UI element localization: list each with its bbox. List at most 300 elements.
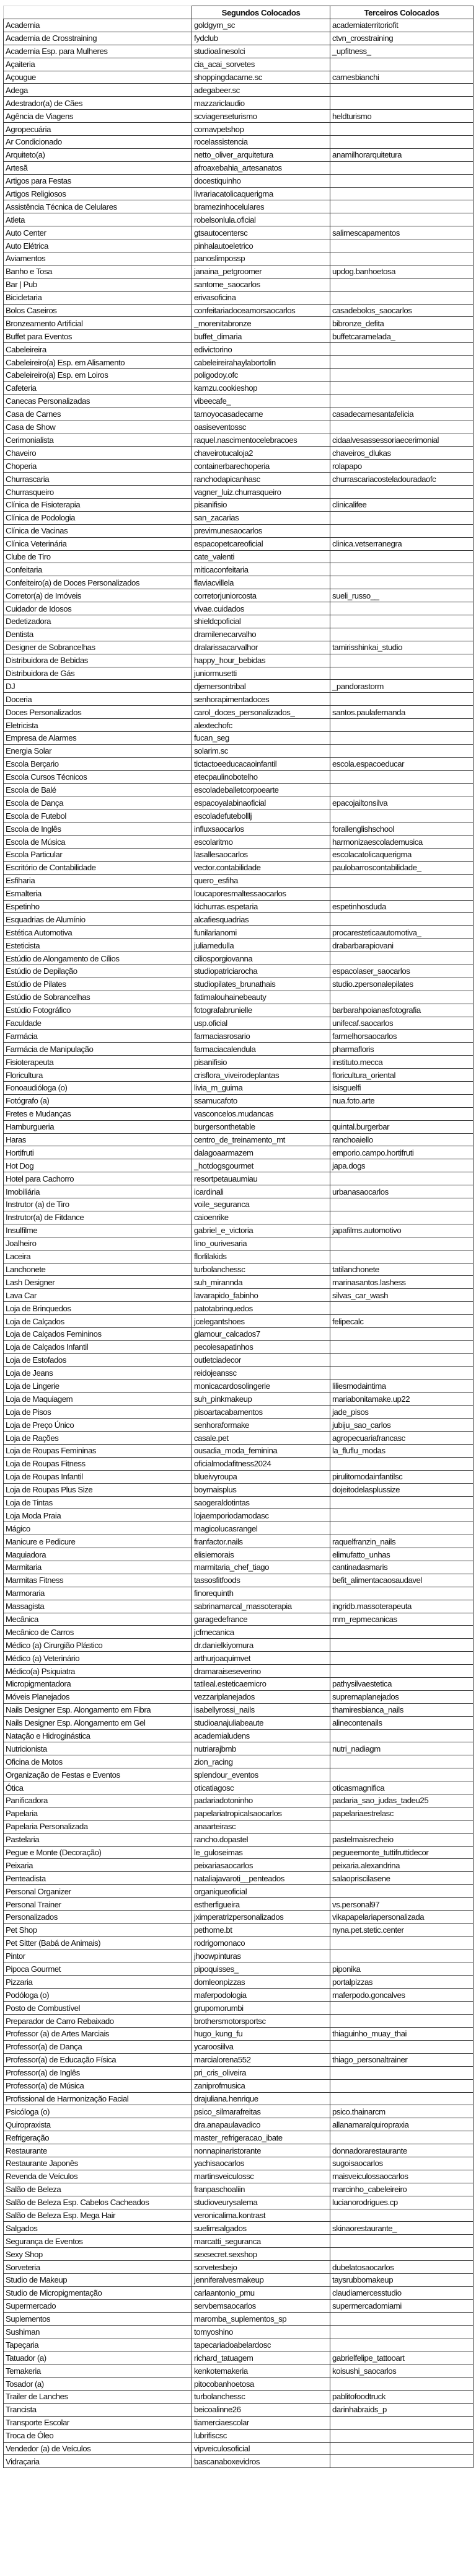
third-place-cell [330, 343, 474, 356]
second-place-cell: arthurjoaquimvet [192, 1652, 330, 1665]
category-cell: Esfiharia [4, 874, 192, 887]
category-cell: Chaveiro [4, 447, 192, 460]
table-row [4, 2312, 474, 2325]
second-place-cell: saogeraldotintas [192, 1496, 330, 1509]
second-place-cell: dr.danielkiyomura [192, 1639, 330, 1652]
third-place-cell: forallenglishschool [330, 822, 474, 836]
table-row [4, 1185, 474, 1198]
third-place-cell: sueli_russo__ [330, 589, 474, 602]
table-row [4, 226, 474, 239]
category-cell: Mecânica [4, 1613, 192, 1626]
second-place-cell: vezzariplanejados [192, 1690, 330, 1703]
table-row [4, 1263, 474, 1276]
category-cell: Instrutor(a) de Fitdance [4, 1211, 192, 1224]
second-place-cell: flaviacvillela [192, 576, 330, 589]
second-place-cell: alextechofc [192, 719, 330, 732]
third-place-cell: epacojailtonsilva [330, 796, 474, 809]
second-place-cell: djemersontribal [192, 680, 330, 693]
table-row [4, 343, 474, 356]
category-cell: Agência de Viagens [4, 110, 192, 123]
category-cell: Haras [4, 1133, 192, 1146]
table-row [4, 1885, 474, 1898]
category-cell: Loja de Estofados [4, 1353, 192, 1366]
category-cell: Hortifruti [4, 1146, 192, 1159]
third-place-cell [330, 252, 474, 265]
third-place-cell [330, 563, 474, 576]
second-place-cell: boymaisplus [192, 1483, 330, 1496]
second-place-cell: fucan_seg [192, 731, 330, 744]
table-row [4, 291, 474, 304]
second-place-cell: raquel.nascimentocelebracoes [192, 434, 330, 447]
table-row [4, 1056, 474, 1069]
table-row [4, 602, 474, 615]
category-cell: Cuidador de Idosos [4, 602, 192, 615]
third-place-cell: pegueemonte_tuttifruttidecor [330, 1846, 474, 1859]
third-place-cell: casadecarnesantafelicia [330, 408, 474, 421]
third-place-cell: sugoisaocarlos [330, 2157, 474, 2170]
third-place-cell: escolacatolicaquerigma [330, 849, 474, 862]
table-row [4, 1276, 474, 1289]
category-cell: Churrasqueiro [4, 486, 192, 499]
category-cell: Auto Elétrica [4, 239, 192, 252]
category-cell: Supermercado [4, 2299, 192, 2312]
category-cell: Bar | Pub [4, 278, 192, 291]
second-place-cell: caioenrike [192, 1211, 330, 1224]
rankings-table [3, 6, 474, 2468]
category-cell: Suplementos [4, 2312, 192, 2325]
category-cell: Clube de Tiro [4, 550, 192, 563]
second-place-cell: tictactoeeducacaoinfantil [192, 757, 330, 770]
third-place-cell: vikapapelariapersonalizada [330, 1911, 474, 1924]
third-place-cell [330, 2338, 474, 2351]
table-row [4, 2390, 474, 2403]
table-row [4, 511, 474, 524]
third-place-cell: pablitofoodtruck [330, 2390, 474, 2403]
category-cell: Corretor(a) de Imóveis [4, 589, 192, 602]
category-cell: Tatuador (a) [4, 2351, 192, 2364]
table-row [4, 71, 474, 84]
table-row [4, 550, 474, 563]
second-place-cell: pri_cris_oliveira [192, 2066, 330, 2079]
category-cell: Trancista [4, 2403, 192, 2416]
category-cell: Podóloga (o) [4, 1989, 192, 2002]
table-row [4, 2209, 474, 2222]
table-row [4, 2351, 474, 2364]
category-cell: Casa de Show [4, 421, 192, 434]
category-cell: Mecânico de Carros [4, 1626, 192, 1639]
third-place-cell: instituto.mecca [330, 1056, 474, 1069]
second-place-cell: juliamedulla [192, 939, 330, 952]
table-row [4, 731, 474, 744]
category-cell: Estúdio de Alongamento de Cílios [4, 952, 192, 965]
second-place-cell: jcelegantshoes [192, 1315, 330, 1328]
table-row [4, 1535, 474, 1548]
table-row [4, 706, 474, 719]
third-place-cell: farmelhorsaocarlos [330, 1030, 474, 1043]
third-place-cell [330, 2416, 474, 2429]
table-row [4, 252, 474, 265]
category-cell: Canecas Personalizadas [4, 394, 192, 408]
table-row [4, 2066, 474, 2079]
second-place-cell: tassosfitfoods [192, 1574, 330, 1587]
table-row [4, 486, 474, 499]
category-cell: Loja de Roupas Plus Size [4, 1483, 192, 1496]
third-place-cell [330, 1587, 474, 1600]
second-place-cell: garagedefrance [192, 1613, 330, 1626]
category-cell: Massagista [4, 1600, 192, 1613]
third-place-cell: paulobarroscontabilidade_ [330, 861, 474, 874]
header-second-place: Segundos Colocados [192, 6, 330, 19]
category-cell: Tosador (a) [4, 2378, 192, 2391]
category-cell: Professor(a) de Música [4, 2079, 192, 2092]
second-place-cell: tapecariadoabelardosc [192, 2338, 330, 2351]
table-row [4, 809, 474, 822]
third-place-cell [330, 1237, 474, 1250]
category-cell: Esteticista [4, 939, 192, 952]
category-cell: Eletricista [4, 719, 192, 732]
second-place-cell: dra.anapaulavadico [192, 2118, 330, 2131]
table-row [4, 1393, 474, 1406]
second-place-cell: netto_oliver_arquitetura [192, 148, 330, 161]
table-row [4, 2118, 474, 2131]
category-cell: Estúdio de Depilação [4, 965, 192, 978]
second-place-cell: franpaschoaliin [192, 2183, 330, 2196]
second-place-cell: outletciadecor [192, 1353, 330, 1366]
third-place-cell: anamilhorarquitetura [330, 148, 474, 161]
category-cell: Loja de Lingerie [4, 1379, 192, 1393]
third-place-cell: nyna.pet.stetic.center [330, 1923, 474, 1936]
third-place-cell: raquelfranzin_nails [330, 1535, 474, 1548]
second-place-cell: livia_m_guima [192, 1082, 330, 1095]
table-row [4, 1172, 474, 1185]
third-place-cell: maferpodo.goncalves [330, 1989, 474, 2002]
header-third-place: Terceiros Colocados [330, 6, 474, 19]
category-cell: Personal Organizer [4, 1885, 192, 1898]
table-row [4, 1366, 474, 1379]
second-place-cell: dramaraiseseverino [192, 1665, 330, 1678]
third-place-cell: clinicalifee [330, 498, 474, 511]
table-row [4, 1133, 474, 1146]
table-row [4, 110, 474, 123]
second-place-cell: _hotdogsgourmet [192, 1159, 330, 1172]
third-place-cell [330, 2079, 474, 2092]
second-place-cell: gabriel_e_victoria [192, 1224, 330, 1237]
table-row [4, 1923, 474, 1936]
third-place-cell: _upfitness_ [330, 45, 474, 58]
table-row [4, 2157, 474, 2170]
table-row [4, 136, 474, 149]
table-row [4, 1639, 474, 1652]
second-place-cell: loucaporesmaltessaocarlos [192, 887, 330, 900]
second-place-cell: vagner_luiz.churrasqueiro [192, 486, 330, 499]
second-place-cell: sabrinamarcal_massoterapia [192, 1600, 330, 1613]
category-cell: Marmitaria [4, 1561, 192, 1574]
category-cell: Farmácia [4, 1030, 192, 1043]
second-place-cell: panoslimpossp [192, 252, 330, 265]
second-place-cell: espacoyalabinaoficial [192, 796, 330, 809]
second-place-cell: afroaxebahia_artesanatos [192, 161, 330, 174]
category-cell: Trailer de Lanches [4, 2390, 192, 2403]
table-row [4, 498, 474, 511]
third-place-cell [330, 913, 474, 926]
third-place-cell: thiago_personaltrainer [330, 2053, 474, 2066]
table-row [4, 2028, 474, 2041]
table-row [4, 2170, 474, 2183]
second-place-cell: academialudens [192, 1729, 330, 1742]
third-place-cell [330, 550, 474, 563]
second-place-cell: isabellyrossi_nails [192, 1703, 330, 1716]
category-cell: Clínica Veterinária [4, 537, 192, 550]
second-place-cell: nutriarajbmb [192, 1742, 330, 1755]
table-row [4, 434, 474, 447]
third-place-cell: portalpizzas [330, 1976, 474, 1989]
category-cell: Insulfilme [4, 1224, 192, 1237]
third-place-cell: dubelatosaocarlos [330, 2261, 474, 2274]
third-place-cell [330, 291, 474, 304]
table-row [4, 2053, 474, 2066]
category-cell: Fretes e Mudanças [4, 1107, 192, 1120]
table-row [4, 537, 474, 550]
table-row [4, 874, 474, 887]
category-cell: Restaurante Japonês [4, 2157, 192, 2170]
third-place-cell: academiaterritoriofit [330, 19, 474, 32]
table-row [4, 887, 474, 900]
third-place-cell [330, 952, 474, 965]
second-place-cell: servbemsaocarlos [192, 2299, 330, 2312]
third-place-cell [330, 2040, 474, 2053]
category-cell: Vendedor (a) de Veículos [4, 2442, 192, 2455]
category-cell: Estúdio de Sobrancelhas [4, 991, 192, 1004]
table-row [4, 1004, 474, 1017]
second-place-cell: previmunesaocarlos [192, 524, 330, 537]
category-cell: Personalizados [4, 1911, 192, 1924]
third-place-cell: pathysilvaestetica [330, 1678, 474, 1691]
category-cell: Marmoraria [4, 1587, 192, 1600]
category-cell: Cerimonialista [4, 434, 192, 447]
third-place-cell: dojeitodelasplussize [330, 1483, 474, 1496]
second-place-cell: dramilenecarvalho [192, 628, 330, 641]
table-row [4, 2144, 474, 2157]
third-place-cell [330, 1885, 474, 1898]
second-place-cell: lino_ourivesaria [192, 1237, 330, 1250]
third-place-cell: ranchoaiello [330, 1133, 474, 1146]
third-place-cell: thamiresbianca_nails [330, 1703, 474, 1716]
third-place-cell [330, 2002, 474, 2015]
third-place-cell [330, 2131, 474, 2144]
category-cell: Preparador de Carro Rebaixado [4, 2015, 192, 2028]
third-place-cell [330, 161, 474, 174]
third-place-cell [330, 1755, 474, 1768]
second-place-cell: resortpetauaumiau [192, 1172, 330, 1185]
second-place-cell: poligodoy.ofc [192, 369, 330, 382]
third-place-cell: mm_repmecanicas [330, 1613, 474, 1626]
table-row [4, 641, 474, 654]
second-place-cell: confeitariadoceamorsaocarlos [192, 304, 330, 317]
table-row [4, 1872, 474, 1885]
table-row [4, 563, 474, 576]
category-cell: Loja de Jeans [4, 1366, 192, 1379]
third-place-cell [330, 1820, 474, 1833]
third-place-cell: mariabonitamake.up22 [330, 1393, 474, 1406]
category-cell: Studio de Makeup [4, 2273, 192, 2286]
category-cell: Pintor [4, 1950, 192, 1963]
category-cell: Micropigmentadora [4, 1678, 192, 1691]
third-place-cell [330, 421, 474, 434]
table-row [4, 1600, 474, 1613]
category-cell: Atleta [4, 213, 192, 226]
category-cell: Bronzeamento Artificial [4, 317, 192, 330]
table-row [4, 1444, 474, 1457]
third-place-cell: emporio.campo.hortifruti [330, 1146, 474, 1159]
category-cell: Aviamentos [4, 252, 192, 265]
table-row [4, 836, 474, 849]
second-place-cell: livrariacatolicaquerigma [192, 187, 330, 200]
table-row [4, 1250, 474, 1263]
third-place-cell: supremaplanejados [330, 1690, 474, 1703]
third-place-cell: la_fluflu_modas [330, 1444, 474, 1457]
second-place-cell: adegabeer.sc [192, 84, 330, 97]
category-cell: Studio de Micropigmentação [4, 2286, 192, 2299]
category-cell: Espetinho [4, 900, 192, 913]
category-cell: Papelaria Personalizada [4, 1820, 192, 1833]
table-row [4, 1496, 474, 1509]
third-place-cell: nutri_nadiagm [330, 1742, 474, 1755]
table-row [4, 965, 474, 978]
third-place-cell: studio.zpersonalepilates [330, 978, 474, 991]
table-row [4, 1807, 474, 1820]
table-row [4, 952, 474, 965]
second-place-cell: corretorjuniorcosta [192, 589, 330, 602]
third-place-cell [330, 1172, 474, 1185]
second-place-cell: oasiseventossc [192, 421, 330, 434]
second-place-cell: studiopatriciarocha [192, 965, 330, 978]
table-row [4, 822, 474, 836]
table-row [4, 978, 474, 991]
third-place-cell [330, 1626, 474, 1639]
third-place-cell: peixaria.alexandrina [330, 1859, 474, 1872]
second-place-cell: suelimsalgados [192, 2222, 330, 2235]
second-place-cell: ycaroosiilva [192, 2040, 330, 2053]
second-place-cell: finorequinth [192, 1587, 330, 1600]
third-place-cell: rolapapo [330, 460, 474, 473]
third-place-cell [330, 874, 474, 887]
second-place-cell: carol_doces_personalizados_ [192, 706, 330, 719]
third-place-cell: elimufatto_unhas [330, 1548, 474, 1561]
second-place-cell: pethome.bt [192, 1923, 330, 1936]
category-cell: Empresa de Alarmes [4, 731, 192, 744]
second-place-cell: studioalinesolci [192, 45, 330, 58]
second-place-cell: tiamerciaescolar [192, 2416, 330, 2429]
category-cell: Loja de Rações [4, 1432, 192, 1445]
table-row [4, 1548, 474, 1561]
second-place-cell: marmitaria_chef_tiago [192, 1561, 330, 1574]
category-cell: Arquiteto(a) [4, 148, 192, 161]
second-place-cell: maferpodologia [192, 1989, 330, 2002]
second-place-cell: usp.oficial [192, 1017, 330, 1030]
third-place-cell: updog.banhoetosa [330, 265, 474, 278]
third-place-cell [330, 2442, 474, 2455]
third-place-cell [330, 1768, 474, 1781]
third-place-cell [330, 123, 474, 136]
category-cell: Academia de Crosstraining [4, 32, 192, 45]
category-cell: Escola de Dança [4, 796, 192, 809]
second-place-cell: vector.contabilidade [192, 861, 330, 874]
category-cell: Buffet para Eventos [4, 330, 192, 343]
third-place-cell: santos.paulafernanda [330, 706, 474, 719]
second-place-cell: jximperatrizpersonalizados [192, 1911, 330, 1924]
category-cell: Doces Personalizados [4, 706, 192, 719]
second-place-cell: oticatiagosc [192, 1781, 330, 1794]
table-row [4, 84, 474, 97]
table-row [4, 1742, 474, 1755]
third-place-cell [330, 200, 474, 213]
third-place-cell: barbarahpoianasfotografia [330, 1004, 474, 1017]
third-place-cell [330, 1366, 474, 1379]
third-place-cell [330, 1496, 474, 1509]
second-place-cell: fotografabrunielle [192, 1004, 330, 1017]
third-place-cell: allanamaralquiropraxia [330, 2118, 474, 2131]
table-row [4, 524, 474, 537]
second-place-cell: elisiemorais [192, 1548, 330, 1561]
table-row [4, 2364, 474, 2378]
category-cell: Estúdio de Pilates [4, 978, 192, 991]
table-row [4, 2105, 474, 2118]
second-place-cell: pinhalautoeletrico [192, 239, 330, 252]
second-place-cell: kamzu.cookieshop [192, 381, 330, 394]
second-place-cell: reidojeanssc [192, 1366, 330, 1379]
second-place-cell: padariadotoninho [192, 1794, 330, 1807]
second-place-cell: suh_pinkmakeup [192, 1393, 330, 1406]
second-place-cell: monicacardosolingerie [192, 1379, 330, 1393]
third-place-cell: marinasantos.lashess [330, 1276, 474, 1289]
third-place-cell: tatilanchonete [330, 1263, 474, 1276]
second-place-cell: turbolanchessc [192, 2390, 330, 2403]
third-place-cell [330, 744, 474, 757]
third-place-cell [330, 187, 474, 200]
third-place-cell [330, 2209, 474, 2222]
second-place-cell: rancho.dopastel [192, 1833, 330, 1846]
category-cell: Professor(a) de Inglês [4, 2066, 192, 2079]
second-place-cell: studioveurysalema [192, 2196, 330, 2209]
third-place-cell [330, 628, 474, 641]
second-place-cell: santome_saocarlos [192, 278, 330, 291]
table-row [4, 239, 474, 252]
category-cell: Maquiadora [4, 1548, 192, 1561]
category-cell: Panificadora [4, 1794, 192, 1807]
category-cell: Clínica de Podologia [4, 511, 192, 524]
table-row [4, 148, 474, 161]
second-place-cell: turbolanchessc [192, 1263, 330, 1276]
category-cell: Instrutor (a) de Tiro [4, 1198, 192, 1211]
category-cell: Energia Solar [4, 744, 192, 757]
second-place-cell: patotabrinquedos [192, 1302, 330, 1315]
second-place-cell: goldgym_sc [192, 19, 330, 32]
second-place-cell: tamoyocasadecarne [192, 408, 330, 421]
table-row [4, 2273, 474, 2286]
category-cell: Pastelaria [4, 1833, 192, 1846]
second-place-cell: veronicalima.kontrast [192, 2209, 330, 2222]
second-place-cell: alcafiesquadrias [192, 913, 330, 926]
table-row [4, 576, 474, 589]
second-place-cell: brothersmotorsportsc [192, 2015, 330, 2028]
second-place-cell: containerbarechoperia [192, 460, 330, 473]
third-place-cell: nua.foto.arte [330, 1094, 474, 1107]
third-place-cell [330, 524, 474, 537]
second-place-cell: rodrigomonaco [192, 1936, 330, 1950]
table-row [4, 1224, 474, 1237]
second-place-cell: sexsecret.sexshop [192, 2248, 330, 2261]
table-row [4, 1315, 474, 1328]
